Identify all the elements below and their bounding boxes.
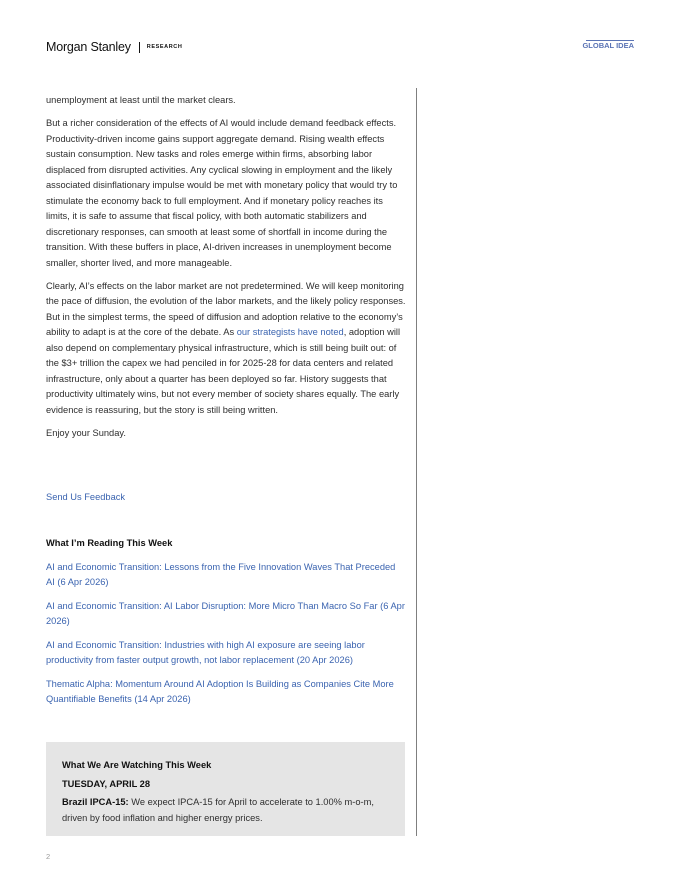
brand-subtitle: RESEARCH [146,44,183,50]
paragraph-3-text-a: Clearly, AI’s effects on the labor market are not predetermined. We will keep monitoring the pace of diffusion, the evolution of the labor markets, and the likely policy responses. But in the simplest terms, the speed of diffusion and adoption relative to the economy’s ability to adapt is at the core of the debate. As [46,280,406,337]
brand-divider [139,42,140,53]
reading-item[interactable]: AI and Economic Transition: Lessons from the Five Innovation Waves That Preceded AI (6 Apr 2026) [46,561,396,587]
watching-item-text: We expect IPCA-15 for April to accelerate to 1.00% m-o-m, driven by food inflation and higher energy prices. [62,797,374,823]
page-number: 2 [46,852,51,861]
reading-item[interactable]: AI and Economic Transition: Industries with high AI exposure are seeing labor productivity from faster output growth, not labor replacement (20 Apr 2026) [46,639,365,665]
watching-item [62,795,391,826]
watching-date: TUESDAY, APRIL 28 [62,778,151,789]
strategists-link[interactable]: our strategists have noted [236,327,344,337]
watching-title: What We Are Watching This Week [62,760,212,770]
reading-list-title: What I’m Reading This Week [46,538,173,548]
page-header [46,40,634,60]
send-feedback-link[interactable]: Send Us Feedback [46,492,126,502]
column-divider [416,88,417,836]
report-tag: GLOBAL IDEA [582,41,634,50]
brand-logo [46,40,182,54]
reading-item[interactable]: AI and Economic Transition: AI Labor Disruption: More Micro Than Macro So Far (6 Apr 2026) [46,600,405,626]
paragraph-4: Enjoy your Sunday. [46,427,126,438]
article-body [46,93,406,449]
paragraph-3-text-b: , adoption will also depend on complementary physical infrastructure, which is still being built out: of the $3+ trillion the capex we had penciled in for 2025-28 for data centers and related infrastructure, only about a quarter has been deployed so far. History suggests that productivity ultimately wins, but not every member of society shares equally. The early evidence is reassuring, but the story is still being written. [46,327,401,415]
reading-item[interactable]: Thematic Alpha: Momentum Around AI Adoption Is Building as Companies Cite More Quantifiable Benefits (14 Apr 2026) [46,678,394,704]
watching-item-label: Brazil IPCA-15: [62,797,129,807]
watching-box [46,742,405,836]
paragraph-2: But a richer consideration of the effects of AI would include demand feedback effects. Productivity-driven income gains support aggregate demand. Rising wealth effects sustain consumption. New tasks and roles emerge within firms, absorbing labor displaced from disrupted activities. Any cyclical slowing in employment and the likely associated disinflationary impulse would be met with monetary policy that would try to stimulate the economy back to full employment. And if monetary policy reaches its limits, it is safe to assume that fiscal policy, with both automatic stabilizers and discretionary responses, can smooth at least some of shortfall in income during the transition. With these buffers in place, AI-driven increases in unemployment become smaller, shorter lived, and more manageable. [46,118,398,268]
brand-name: Morgan Stanley [46,40,131,54]
paragraph-1: unemployment at least until the market clears. [46,95,236,105]
paragraph-3 [46,279,406,419]
reading-list [46,536,406,716]
